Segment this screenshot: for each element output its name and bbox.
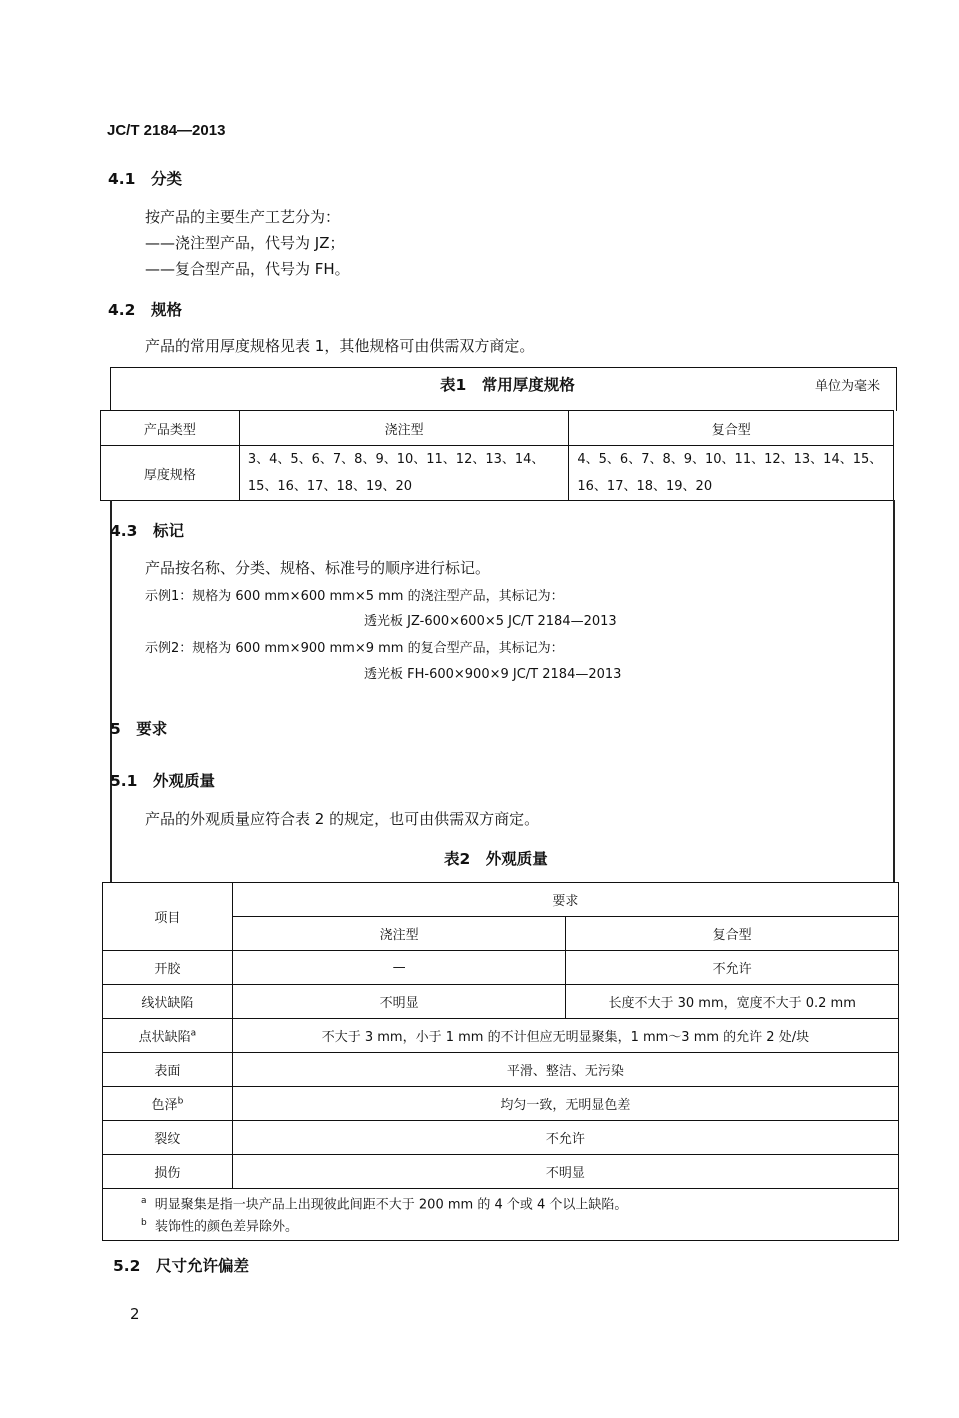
section-4-3-heading: 4.3 标记	[110, 522, 184, 540]
table1-comp-line2: 16、17、18、19、20	[577, 479, 713, 494]
row-item: 表面	[103, 1053, 233, 1087]
marking-example-2: 示例2：规格为 600 mm×900 mm×9 mm 的复合型产品，其标记为：	[145, 641, 564, 656]
marking-text: 产品按名称、分类、规格、标准号的顺序进行标记。	[145, 559, 491, 577]
table-row	[103, 1155, 899, 1189]
row-comp: 不允许	[566, 951, 899, 985]
row-both: 不允许	[232, 1121, 898, 1155]
table1-header-comp: 复合型	[569, 411, 894, 446]
table2-title: 表2 外观质量	[444, 850, 548, 868]
section-5-heading: 5 要求	[110, 720, 168, 738]
row-item	[103, 1087, 233, 1121]
footnote-mark: a	[190, 1028, 197, 1039]
row-item: 开胶	[103, 951, 233, 985]
row-pour: 不明显	[232, 985, 566, 1019]
scan-border-right	[893, 500, 895, 882]
table-row	[103, 1019, 899, 1053]
table-row	[103, 1087, 899, 1121]
marking-example-1-mark: 透光板 JZ-600×600×5 JC/T 2184—2013	[364, 614, 617, 629]
section-5-2-heading: 5.2 尺寸允许偏差	[113, 1257, 249, 1275]
table2-header-pour: 浇注型	[232, 917, 566, 951]
table2-header-item: 项目	[103, 883, 233, 951]
note-a-text: 明显聚集是指一块产品上出现彼此间距不大于 200 mm 的 4 个或 4 个以上缺陷。	[154, 1197, 628, 1213]
note-a-mark: a	[141, 1196, 147, 1206]
footnote-mark: b	[177, 1096, 184, 1107]
classification-item-fh: ——复合型产品，代号为 FH。	[145, 260, 350, 278]
page-number: 2	[130, 1305, 140, 1323]
note-b-mark: b	[141, 1218, 147, 1229]
thickness-spec-table	[100, 410, 894, 501]
row-item: 损伤	[103, 1155, 233, 1189]
table1-header-type: 产品类型	[101, 411, 240, 446]
classification-item-jz: ——浇注型产品，代号为 JZ；	[145, 234, 345, 252]
table-row	[103, 951, 899, 985]
section-4-2-heading: 4.2 规格	[108, 301, 182, 319]
table1-pour-line2: 15、16、17、18、19、20	[247, 479, 413, 494]
standard-number: JC/T 2184—2013	[107, 122, 226, 139]
row-comp: 长度不大于 30 mm，宽度不大于 0.2 mm	[566, 985, 899, 1019]
table1-pour-line1: 3、4、5、6、7、8、9、10、11、12、13、14、	[247, 452, 545, 467]
spec-text: 产品的常用厚度规格见表 1，其他规格可由供需双方商定。	[145, 337, 535, 355]
table-row	[103, 1121, 899, 1155]
row-pour: —	[232, 951, 566, 985]
row-both: 均匀一致，无明显色差	[232, 1087, 898, 1121]
section-4-1-heading: 4.1 分类	[108, 170, 182, 188]
row-item: 线状缺陷	[103, 985, 233, 1019]
table1-unit: 单位为毫米	[815, 379, 881, 394]
appearance-text: 产品的外观质量应符合表 2 的规定，也可由供需双方商定。	[145, 810, 540, 828]
note-a	[141, 1192, 898, 1214]
row-item-label: 点状缺陷	[138, 1030, 191, 1045]
row-item-label: 色泽	[151, 1098, 178, 1113]
marking-example-2-mark: 透光板 FH-600×900×9 JC/T 2184—2013	[364, 667, 622, 682]
table1-pour-values	[239, 446, 569, 501]
table2-notes	[103, 1189, 899, 1241]
table-row	[103, 1053, 899, 1087]
row-item	[103, 1019, 233, 1053]
table1-row-label: 厚度规格	[101, 446, 240, 501]
scan-border-left	[110, 500, 112, 882]
table-row	[103, 985, 899, 1019]
table2-header-requirement: 要求	[232, 883, 898, 917]
row-both: 平滑、整洁、无污染	[232, 1053, 898, 1087]
section-5-1-heading: 5.1 外观质量	[110, 772, 215, 790]
appearance-quality-table	[102, 882, 899, 1241]
marking-example-1: 示例1：规格为 600 mm×600 mm×5 mm 的浇注型产品，其标记为：	[145, 589, 564, 604]
table1-comp-values	[569, 446, 894, 501]
table1-comp-line1: 4、5、6、7、8、9、10、11、12、13、14、15、	[577, 452, 883, 467]
note-b-text: 装饰性的颜色差异除外。	[154, 1219, 298, 1235]
note-b	[141, 1214, 898, 1236]
table2-header-comp: 复合型	[566, 917, 899, 951]
row-both: 不大于 3 mm，小于 1 mm 的不计但应无明显聚集，1 mm～3 mm 的允许 2 处/块	[232, 1019, 898, 1053]
classification-intro: 按产品的主要生产工艺分为：	[145, 208, 341, 226]
table1-title: 表1 常用厚度规格	[440, 376, 575, 394]
table1-header-pour: 浇注型	[239, 411, 569, 446]
row-both: 不明显	[232, 1155, 898, 1189]
row-item: 裂纹	[103, 1121, 233, 1155]
